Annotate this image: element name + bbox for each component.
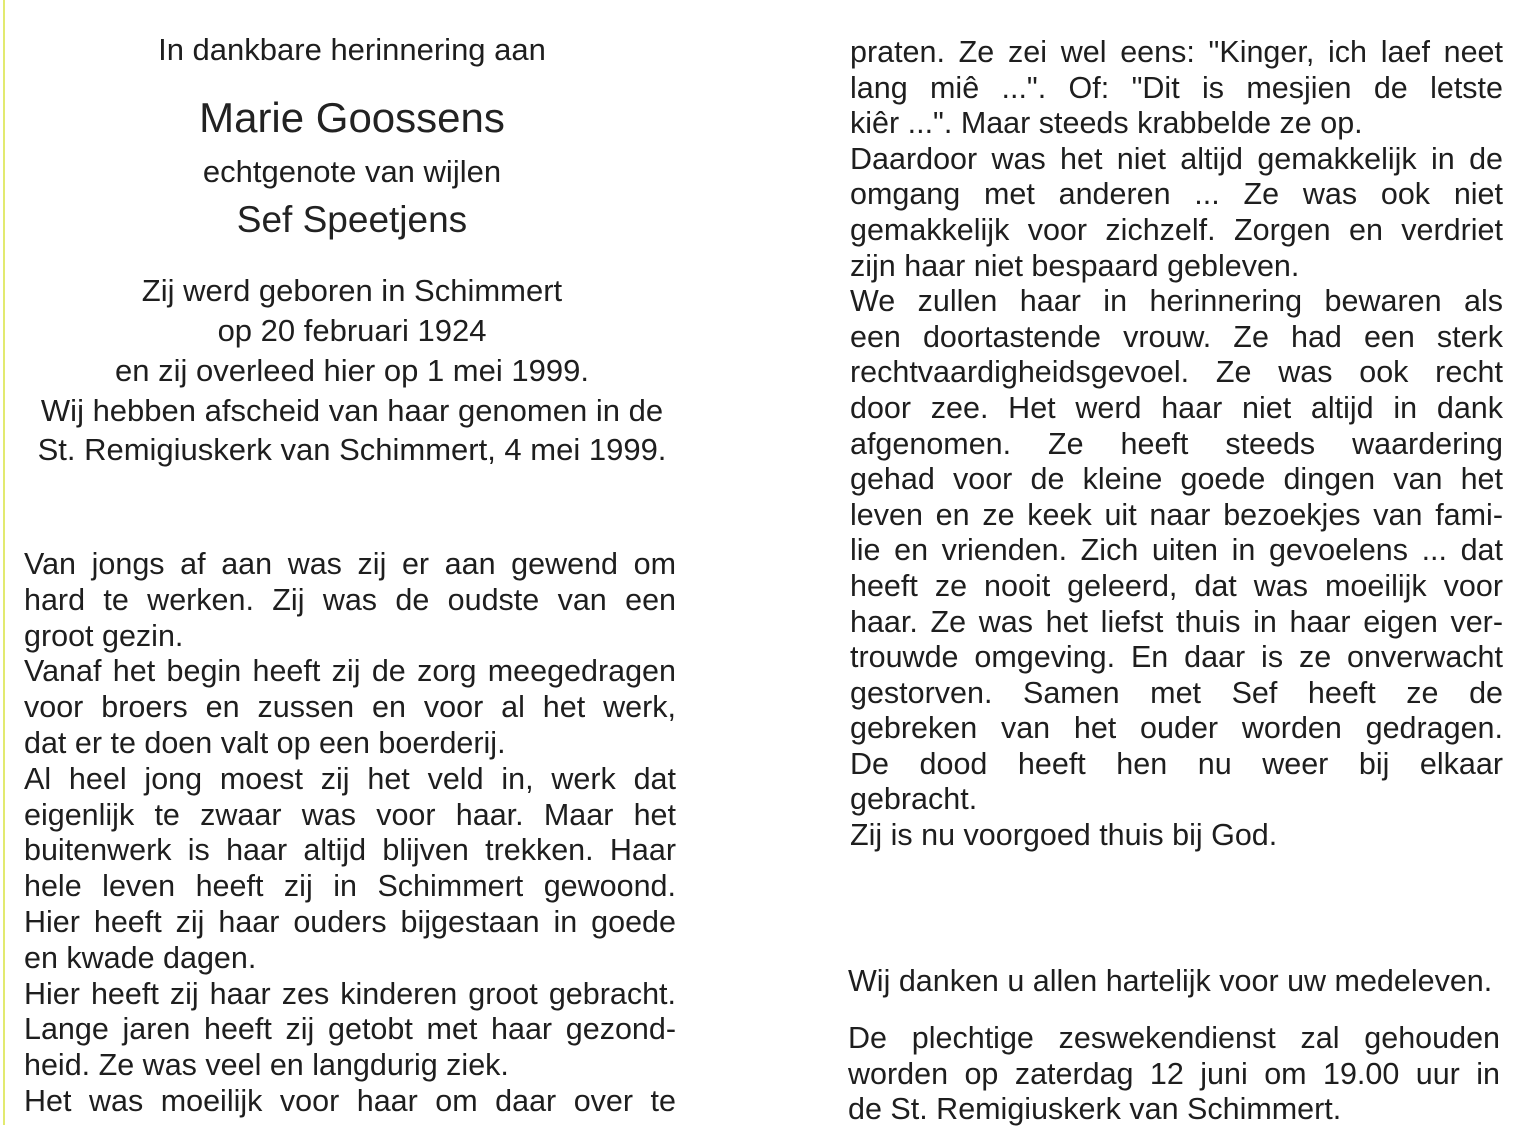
text-line: praten. Ze zei wel eens: "Kinger, ich laef neet (850, 37, 1503, 69)
bio-line: Wij hebben afscheid van haar genomen in de (40, 393, 664, 428)
text-line: De plechtige zeswekendienst zal gehouden (848, 1023, 1500, 1055)
text-line: groot gezin. (24, 620, 184, 653)
service-announcement (848, 1023, 1500, 1130)
text-line: gemakkelijk voor zichzelf. Zorgen en verdriet (850, 214, 1503, 247)
text-line: en kwade dagen. (24, 942, 257, 975)
text-line: haar. Ze was het liefst thuis in haar eigen ver- (850, 606, 1503, 639)
text-line: gebreken van het ouder worden gedragen. (850, 713, 1503, 746)
text-line: Het was moeilijk voor haar om daar over te (24, 1085, 676, 1118)
text-line: We zullen haar in herinnering bewaren als (850, 286, 1503, 319)
text-line: heid. Ze was veel en langdurig ziek. (24, 1050, 509, 1083)
text-line: worden op zaterdag 12 juni om 19.00 uur in (848, 1058, 1500, 1091)
text-line: heeft ze nooit geleerd, dat was moeilijk voor (850, 570, 1503, 603)
text-line: buitenwerk is haar altijd blijven trekken. Haar (24, 835, 676, 868)
text-line: gebracht. (850, 784, 978, 817)
text-line: rechtvaardigheidsgevoel. Ze was ook recht (850, 357, 1503, 390)
text-line: voor broers en zussen en voor al het werk, (24, 692, 676, 725)
text-line: Al heel jong moest zij het veld in, werk dat (24, 763, 676, 796)
text-line: een doortastende vrouw. Ze had een sterk (850, 321, 1503, 354)
text-line: door zee. Het werd haar niet altijd in dank (850, 392, 1503, 425)
text-line: Daardoor was het niet altijd gemakkelijk in de (850, 143, 1503, 176)
text-line: Vanaf het begin heeft zij de zorg meegedragen (24, 656, 676, 689)
text-line: De dood heeft hen nu weer bij elkaar (850, 748, 1503, 781)
text-line: Hier heeft zij haar ouders bijgestaan in goede (24, 906, 676, 939)
relation-line: echtgenote van wijlen (202, 154, 502, 189)
intro-line: In dankbare herinnering aan (158, 32, 546, 67)
text-line: afgenomen. Ze heeft steeds waardering (850, 428, 1503, 461)
left-column-text (24, 549, 676, 1122)
text-line: hard te werken. Zij was de oudste van een (24, 584, 676, 617)
text-line: lie en vrienden. Zich uiten in gevoelens ... dat (850, 535, 1503, 568)
thanks-line: Wij danken u allen hartelijk voor uw medeleven. (848, 963, 1493, 998)
bio-line: op 20 februari 1924 (217, 313, 487, 348)
right-column-text (850, 37, 1503, 856)
text-line: Van jongs af aan was zij er aan gewend om (24, 549, 676, 581)
text-line: Hier heeft zij haar zes kinderen groot gebracht. (24, 978, 676, 1011)
bio-line: Zij werd geboren in Schimmert (141, 273, 563, 308)
text-line: kiêr ...". Maar steeds krabbelde ze op. (850, 108, 1363, 141)
bio-line: en zij overleed hier op 1 mei 1999. (115, 353, 589, 388)
text-line: leven en ze keek uit naar bezoekjes van fami- (850, 499, 1503, 532)
text-line: gehad voor de kleine goede dingen van het (850, 464, 1503, 497)
text-line: eigenlijk te zwaar was voor haar. Maar het (24, 799, 676, 832)
text-line: zijn haar niet bespaard gebleven. (850, 250, 1300, 283)
text-line: de St. Remigiuskerk van Schimmert. (848, 1094, 1342, 1126)
text-line: lang miê ...". Of: "Dit is mesjien de letste (850, 72, 1503, 105)
text-line: gestorven. Samen met Sef heeft ze de (850, 677, 1503, 710)
spouse-name: Sef Speetjens (236, 199, 468, 240)
text-line: dat er te doen valt op een boerderij. (24, 727, 506, 760)
text-line: Zij is nu voorgoed thuis bij God. (850, 820, 1278, 853)
text-line: hele leven heeft zij in Schimmert gewoond. (24, 871, 676, 904)
text-line: omgang met anderen ... Ze was ook niet (850, 179, 1503, 212)
text-line: trouwde omgeving. En daar is ze onverwacht (850, 642, 1503, 675)
bio-line: St. Remigiuskerk van Schimmert, 4 mei 1999. (37, 432, 667, 467)
text-line: Lange jaren heeft zij getobt met haar gezond- (24, 1014, 676, 1047)
deceased-name: Marie Goossens (199, 94, 505, 141)
